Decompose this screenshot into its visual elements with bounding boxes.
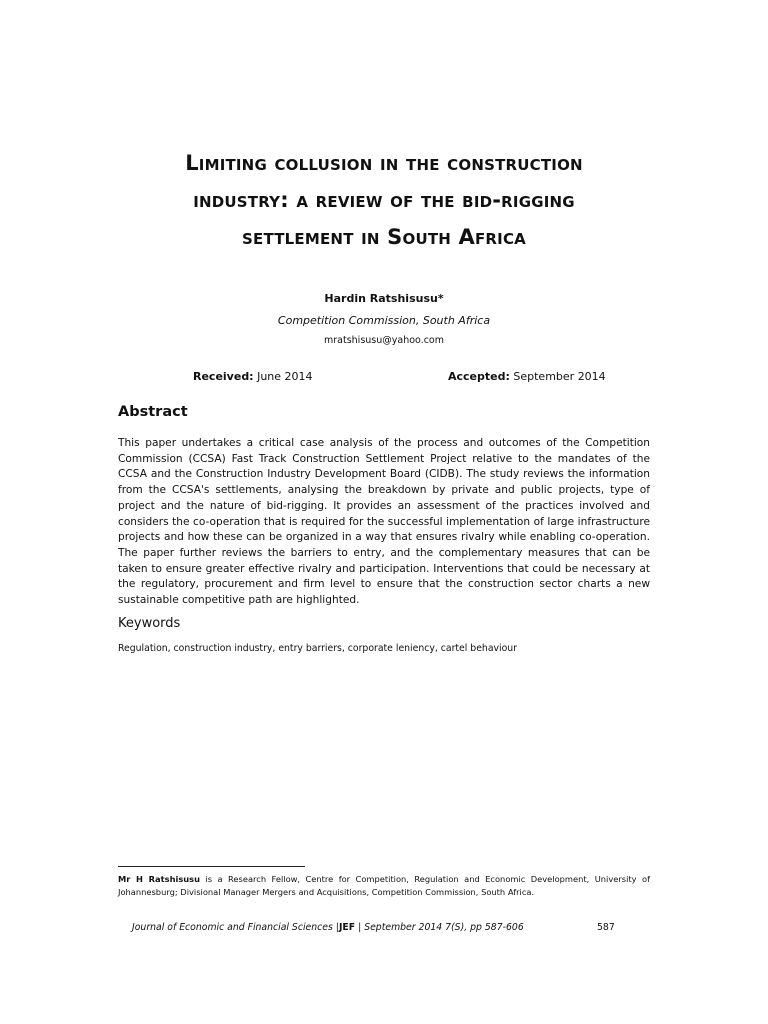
abstract-heading: Abstract — [118, 404, 188, 420]
footnote-divider — [118, 866, 305, 867]
paper-title — [110, 145, 658, 256]
title-line: industry: a review of the bid-rigging — [193, 188, 575, 212]
journal-name: Journal of Economic and Financial Sciences — [132, 922, 333, 933]
page-number: 587 — [597, 922, 615, 933]
footnote — [118, 873, 650, 899]
title-line: Limiting collusion in the construction — [185, 151, 583, 175]
received-label: Received: — [193, 370, 254, 383]
title-line: settlement in South Africa — [242, 225, 526, 249]
author-affiliation: Competition Commission, South Africa — [277, 314, 491, 327]
received-value: June 2014 — [257, 370, 313, 383]
footnote-text: is a Research Fellow, Centre for Competition, Regulation and Economic Development, University of Johannesburg; Divisional Manager Mergers and Acquisitions, Competition Commission, South Africa. — [118, 874, 650, 897]
author-email: mratshisusu@yahoo.com — [324, 335, 444, 346]
journal-abbrev: JEF — [338, 922, 356, 933]
accepted-label: Accepted: — [448, 370, 510, 383]
keywords-heading: Keywords — [118, 616, 181, 631]
abstract-text: This paper undertakes a critical case analysis of the process and outcomes of the Competition Commission (CCSA) Fast Track Construction Settlement Project relative to the mandates of the CCSA and the Construction Industry Development Board (CIDB). The study reviews the information from the CCSA's settlements, analysing the breakdown by private and public projects, type of project and the nature of bid-rigging. It provides an assessment of the practices involved and considers the co-operation that is required for the successful implementation of large infrastructure projects and how these can be organized in a way that ensures rivalry while enabling co-operation. The paper further reviews the barriers to entry, and the complementary measures that can be taken to ensure greater effective rivalry and participation. Interventions that could be necessary at the regulatory, procurement and firm level to ensure that the construction sector charts a new sustainable competitive path are highlighted. — [118, 437, 650, 607]
keywords-text: Regulation, construction industry, entry barriers, corporate leniency, cartel behaviour — [118, 643, 518, 654]
footnote-name: Mr H Ratshisusu — [118, 874, 201, 884]
journal-separator: | — [358, 922, 362, 933]
journal-separator: | — [335, 922, 339, 933]
accepted-value: September 2014 — [513, 370, 606, 383]
received-date — [193, 370, 313, 383]
running-footer — [132, 922, 524, 933]
journal-issue: September 2014 7(S), pp 587-606 — [364, 922, 524, 933]
author-name: Hardin Ratshisusu* — [324, 292, 444, 305]
accepted-date — [448, 370, 606, 383]
